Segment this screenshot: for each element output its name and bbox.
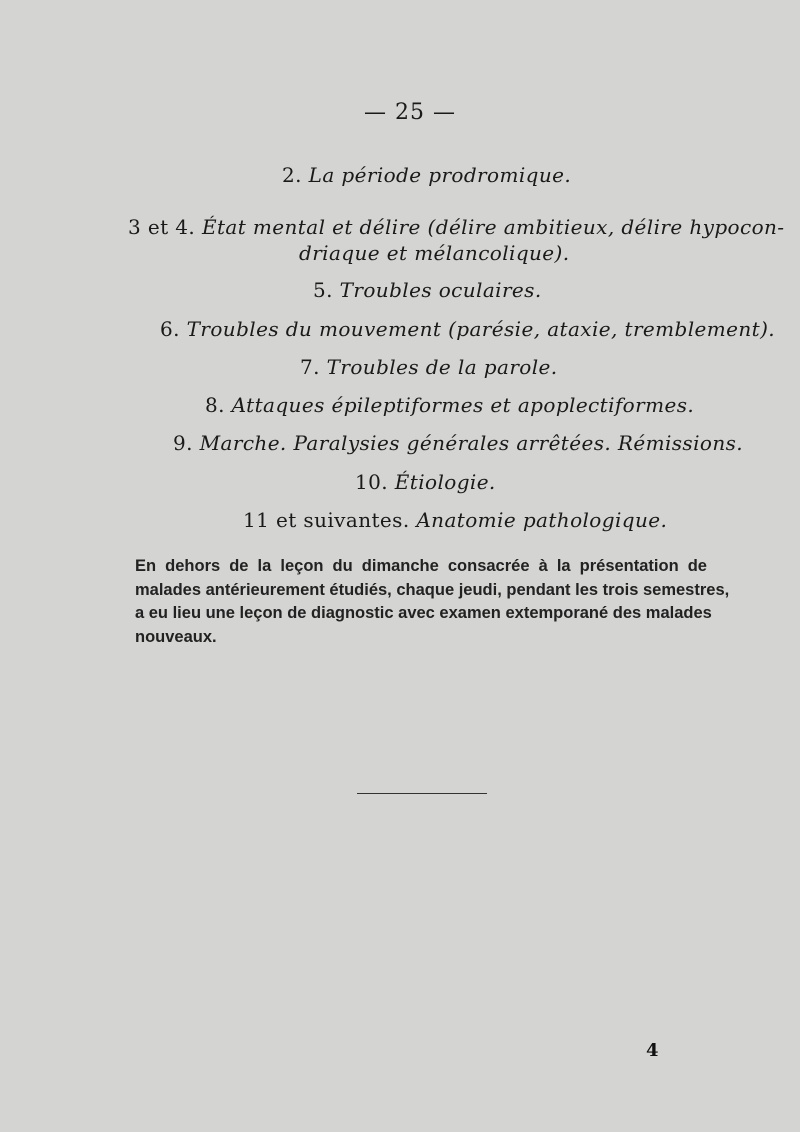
body-paragraph: [135, 555, 730, 649]
item-title: État mental et délire (délire ambitieux, délire hypocon-: [201, 215, 785, 239]
list-item-2: [282, 163, 571, 187]
horizontal-rule: [357, 793, 487, 794]
item-title: Anatomie pathologique.: [416, 508, 668, 532]
list-item-7: [300, 355, 558, 379]
list-item-11: [243, 508, 667, 532]
item-title: Troubles du mouvement (parésie, ataxie, tremblement).: [186, 317, 776, 341]
item-title: Étiologie.: [394, 470, 496, 494]
item-title: Marche. Paralysies générales arrêtées. Rémissions.: [199, 431, 744, 455]
list-item-6: [160, 317, 775, 341]
item-number: 3 et 4.: [128, 215, 196, 239]
list-item-8: [205, 393, 694, 417]
list-item-10: [355, 470, 496, 494]
item-number: 9.: [173, 431, 193, 455]
item-number: 6.: [160, 317, 180, 341]
paragraph-line: En dehors de la leçon du dimanche consacrée à la présentation de: [135, 557, 707, 575]
item-title: Troubles de la parole.: [326, 355, 558, 379]
list-item-9: [173, 431, 743, 455]
paragraph-line: nouveaux.: [135, 627, 217, 646]
item-title: Attaques épileptiformes et apoplectiformes.: [231, 393, 695, 417]
page-number: — 25 —: [364, 100, 456, 125]
item-title: La période prodromique.: [308, 163, 572, 187]
item-number: 11 et suivantes.: [243, 508, 410, 532]
paragraph-line: malades antérieurement étudiés, chaque jeudi, pendant les trois semestres,: [135, 580, 730, 599]
item-number: 2.: [282, 163, 302, 187]
item-title-continuation: driaque et mélancolique).: [299, 241, 570, 265]
item-number: 10.: [355, 470, 389, 494]
list-item-3-4-continuation: [299, 241, 570, 265]
signature-mark: 4: [646, 1040, 659, 1061]
item-number: 5.: [313, 278, 333, 302]
item-number: 7.: [300, 355, 320, 379]
paragraph-line: a eu lieu une leçon de diagnostic avec examen extemporané des malades: [135, 604, 712, 622]
list-item-3-4: [128, 215, 784, 239]
item-number: 8.: [205, 393, 225, 417]
item-title: Troubles oculaires.: [339, 278, 542, 302]
list-item-5: [313, 278, 542, 302]
